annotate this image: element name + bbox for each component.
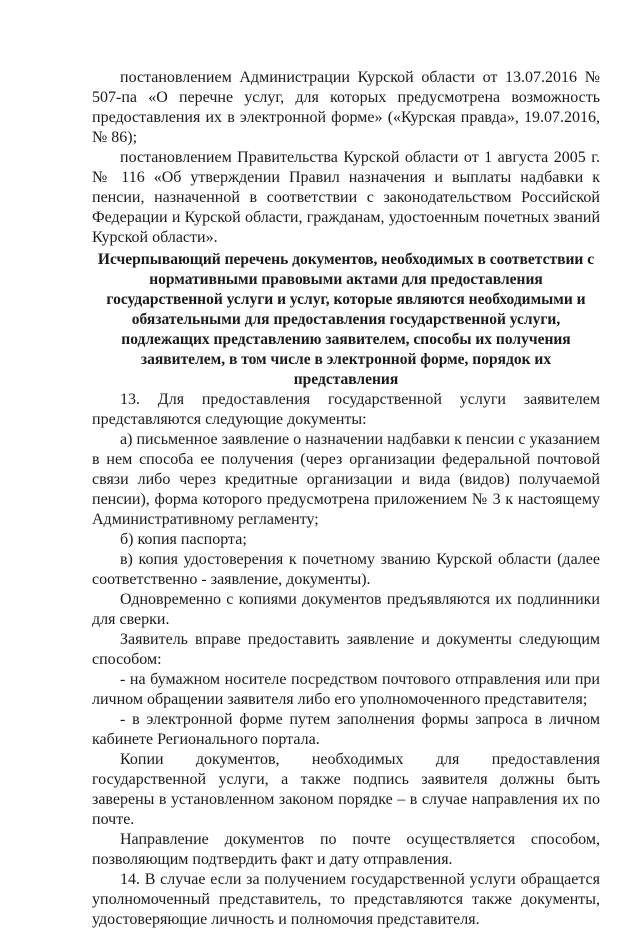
paragraph-submission-methods: Заявитель вправе предоставить заявление и документы следующим способом: [92, 631, 600, 668]
paragraph-certification: Копии документов, необходимых для предоставления государственной услуги, а также подпись заявителя должны быть заверены в установленном законом порядке – в случае направления их по почте. [92, 751, 600, 828]
paragraph-14: 14. В случае если за получением государственной услуги обращается уполномоченный представитель, то представляются также документы, удостоверяющие личность и полномочия представителя. [92, 871, 600, 928]
intro-paragraph-1: постановлением Администрации Курской области от 13.07.2016 № 507-па «О перечне услуг, для которых предусмотрена возможность предоставления их в электронной форме» («Курская правда», 19.07.2016, № 86); [92, 69, 600, 146]
method-electronic: - в электронной форме путем заполнения формы запроса в личном кабинете Регионального портала. [92, 711, 600, 748]
paragraph-postal: Направление документов по почте осуществляется способом, позволяющим подтвердить факт и дату отправления. [92, 831, 600, 868]
method-paper: - на бумажном носителе посредством почтового отправления или при личном обращении заявителя либо его уполномоченного представителя; [92, 671, 600, 708]
paragraph-13: 13. Для предоставления государственной услуги заявителем представляются следующие документы: [92, 391, 600, 428]
item-b: б) копия паспорта; [120, 531, 247, 548]
section-heading: Исчерпывающий перечень документов, необходимых в соответствии с нормативными правовыми актами для предоставления государственной услуги и услуг, которые являются необходимыми и обязательными для предоставления государственной услуги, подлежащих представлению заявителем, способы их получения заявителем, в том числе в электронной форме, порядок их представления [97, 251, 595, 388]
paragraph-originals: Одновременно с копиями документов предъявляются их подлинники для сверки. [92, 591, 600, 628]
body-text [92, 390, 600, 930]
item-v: в) копия удостоверения к почетному званию Курской области (далее соответственно - заявление, документы). [92, 551, 600, 588]
item-a: а) письменное заявление о назначении надбавки к пенсии с указанием в нем способа ее получения (через организации федеральной почтовой связи либо через кредитные организации и вида (видов) получаемой пенсии), форма которого предусмотрена приложением № 3 к настоящему Административному регламенту; [92, 431, 600, 528]
intro-paragraph-2: постановлением Правительства Курской области от 1 августа 2005 г. № 116 «Об утверждении Правил назначения и выплаты надбавки к пенсии, назначенной в соответствии с законодательством Российской Федерации и Курской области, гражданам, удостоенным почетных званий Курской области». [92, 149, 600, 246]
